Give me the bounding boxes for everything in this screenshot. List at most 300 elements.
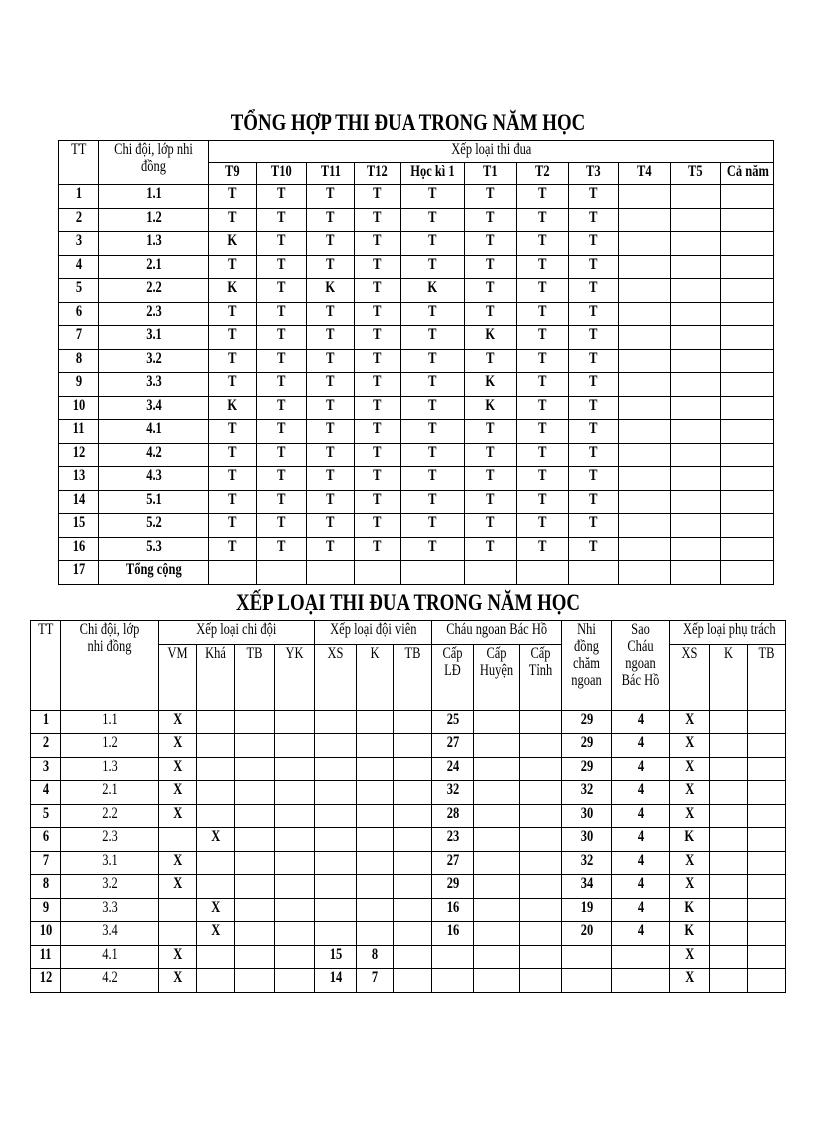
row-unit: 2.3 [61, 828, 159, 852]
value-cell [275, 710, 315, 734]
table-row [59, 490, 774, 514]
row-unit: 3.4 [61, 922, 159, 946]
grade-cell: T [307, 302, 355, 326]
grade-cell: T [355, 208, 401, 232]
row-unit: 5.1 [99, 490, 209, 514]
row-unit: 2.2 [99, 279, 209, 303]
grade-cell: T [257, 537, 307, 561]
value-cell: K [670, 922, 710, 946]
month-header: T9 [209, 163, 257, 185]
value-cell [197, 945, 235, 969]
value-cell: 30 [562, 828, 612, 852]
row-unit: 2.1 [61, 781, 159, 805]
grade-cell: T [209, 302, 257, 326]
grade-cell [569, 561, 619, 585]
value-cell: 27 [432, 734, 474, 758]
value-cell [275, 945, 315, 969]
grade-cell [721, 420, 774, 444]
value-cell [710, 945, 748, 969]
value-cell: 25 [432, 710, 474, 734]
value-cell: 15 [315, 945, 357, 969]
value-cell [394, 875, 432, 899]
grade-cell [517, 561, 569, 585]
value-cell: X [159, 945, 197, 969]
grade-cell: T [401, 255, 465, 279]
table1-title: TỔNG HỢP THI ĐUA TRONG NĂM HỌC [230, 110, 586, 135]
grade-cell: T [307, 514, 355, 538]
grade-cell: T [401, 420, 465, 444]
value-cell [612, 945, 670, 969]
grade-cell: T [569, 185, 619, 209]
value-cell [474, 922, 520, 946]
value-cell: 19 [562, 898, 612, 922]
sub-chau-header: Cấp LĐ [432, 644, 474, 710]
grade-cell: T [569, 514, 619, 538]
grade-cell: T [401, 185, 465, 209]
grade-cell: T [401, 537, 465, 561]
row-tt: 17 [59, 561, 99, 585]
row-tt: 11 [31, 945, 61, 969]
value-cell [710, 710, 748, 734]
grade-cell [619, 420, 671, 444]
row-tt: 1 [31, 710, 61, 734]
grade-cell [619, 326, 671, 350]
grade-cell [619, 373, 671, 397]
grade-cell: K [209, 396, 257, 420]
grade-cell: T [465, 255, 517, 279]
value-cell: X [670, 945, 710, 969]
value-cell [394, 710, 432, 734]
grade-cell [619, 255, 671, 279]
value-cell [235, 734, 275, 758]
value-cell [197, 875, 235, 899]
value-cell [520, 851, 562, 875]
value-cell [394, 757, 432, 781]
value-cell [197, 851, 235, 875]
ranking-table [30, 620, 786, 993]
grade-cell: T [257, 349, 307, 373]
grade-cell [671, 349, 721, 373]
row-tt: 3 [59, 232, 99, 256]
value-cell [520, 804, 562, 828]
row-unit: 4.1 [61, 945, 159, 969]
value-cell [159, 922, 197, 946]
grade-cell: T [401, 490, 465, 514]
col-tt-header: TT [59, 141, 99, 185]
value-cell: 16 [432, 898, 474, 922]
value-cell [748, 945, 786, 969]
value-cell [748, 875, 786, 899]
grade-cell: T [209, 443, 257, 467]
row-tt: 8 [31, 875, 61, 899]
grade-cell: T [209, 185, 257, 209]
value-cell [235, 781, 275, 805]
value-cell [357, 922, 394, 946]
row-unit: 4.1 [99, 420, 209, 444]
grade-cell: T [569, 326, 619, 350]
grade-cell: T [401, 467, 465, 491]
row-unit: Tổng cộng [99, 561, 209, 585]
grade-cell: T [355, 537, 401, 561]
row-tt: 14 [59, 490, 99, 514]
grade-cell: T [257, 490, 307, 514]
row-tt: 9 [31, 898, 61, 922]
grade-cell: T [401, 326, 465, 350]
value-cell: 4 [612, 781, 670, 805]
grade-cell: T [465, 514, 517, 538]
value-cell: X [159, 734, 197, 758]
grade-cell: T [307, 396, 355, 420]
value-cell [474, 781, 520, 805]
sub-chidoi-header: TB [235, 644, 275, 710]
value-cell [748, 757, 786, 781]
grade-cell: T [257, 326, 307, 350]
grade-cell [619, 514, 671, 538]
grade-cell [619, 232, 671, 256]
value-cell: 7 [357, 969, 394, 993]
value-cell [275, 804, 315, 828]
value-cell: 4 [612, 898, 670, 922]
grade-cell: T [465, 185, 517, 209]
value-cell [520, 781, 562, 805]
grade-cell: T [569, 373, 619, 397]
table-row [31, 804, 786, 828]
row-tt: 5 [59, 279, 99, 303]
value-cell [357, 875, 394, 899]
grade-cell: T [209, 373, 257, 397]
grade-cell [257, 561, 307, 585]
value-cell: 29 [562, 710, 612, 734]
table-row [59, 326, 774, 350]
grade-cell: T [517, 185, 569, 209]
value-cell [235, 757, 275, 781]
grade-cell: T [401, 396, 465, 420]
value-cell [394, 734, 432, 758]
row-unit: 4.3 [99, 467, 209, 491]
grade-cell [721, 467, 774, 491]
grade-cell: T [517, 208, 569, 232]
table-row [59, 443, 774, 467]
value-cell [394, 851, 432, 875]
value-cell [275, 922, 315, 946]
grade-cell: T [569, 255, 619, 279]
month-header: Cả năm [721, 163, 774, 185]
grade-cell: T [569, 279, 619, 303]
grade-cell: T [209, 326, 257, 350]
value-cell [474, 875, 520, 899]
value-cell [748, 710, 786, 734]
grade-cell: T [569, 232, 619, 256]
month-header: T3 [569, 163, 619, 185]
grade-cell: T [569, 537, 619, 561]
value-cell [520, 710, 562, 734]
value-cell: 24 [432, 757, 474, 781]
value-cell [474, 734, 520, 758]
value-cell [275, 851, 315, 875]
row-unit: 5.2 [99, 514, 209, 538]
grade-cell: T [401, 208, 465, 232]
table-row [59, 255, 774, 279]
row-unit: 3.1 [99, 326, 209, 350]
sub-phutrach-header: TB [748, 644, 786, 710]
grade-cell: T [517, 467, 569, 491]
value-cell [235, 804, 275, 828]
value-cell [748, 851, 786, 875]
grade-cell: K [307, 279, 355, 303]
table-row [31, 828, 786, 852]
grade-cell: T [465, 279, 517, 303]
row-tt: 3 [31, 757, 61, 781]
value-cell [474, 945, 520, 969]
grade-cell [619, 349, 671, 373]
value-cell: 30 [562, 804, 612, 828]
grade-cell [671, 467, 721, 491]
table-row [59, 561, 774, 585]
row-unit: 3.2 [61, 875, 159, 899]
value-cell: X [159, 804, 197, 828]
value-cell: 32 [562, 851, 612, 875]
value-cell [275, 734, 315, 758]
value-cell [474, 969, 520, 993]
grade-cell [721, 561, 774, 585]
grade-cell: T [401, 443, 465, 467]
grade-cell [721, 373, 774, 397]
value-cell: X [670, 710, 710, 734]
grade-cell [465, 561, 517, 585]
grade-cell: T [355, 373, 401, 397]
value-cell [474, 851, 520, 875]
grade-cell: T [569, 349, 619, 373]
col-sao-header: Sao Cháu ngoan Bác Hồ [612, 621, 670, 711]
value-cell [710, 734, 748, 758]
value-cell [748, 804, 786, 828]
value-cell [474, 757, 520, 781]
value-cell [275, 875, 315, 899]
value-cell [710, 804, 748, 828]
grade-cell: T [307, 326, 355, 350]
row-tt: 12 [31, 969, 61, 993]
grade-cell [721, 443, 774, 467]
value-cell [357, 851, 394, 875]
row-tt: 12 [59, 443, 99, 467]
row-tt: 2 [31, 734, 61, 758]
value-cell [710, 851, 748, 875]
table-row [59, 208, 774, 232]
month-header: T10 [257, 163, 307, 185]
grade-cell [721, 279, 774, 303]
row-tt: 10 [31, 922, 61, 946]
group-phutrach-header: Xếp loại phụ trách [670, 621, 786, 645]
grade-cell: T [209, 537, 257, 561]
sub-chidoi-header: YK [275, 644, 315, 710]
value-cell [474, 804, 520, 828]
value-cell [748, 922, 786, 946]
value-cell [748, 828, 786, 852]
row-unit: 4.2 [61, 969, 159, 993]
value-cell [235, 875, 275, 899]
value-cell [748, 898, 786, 922]
grade-cell [619, 302, 671, 326]
grade-cell [721, 537, 774, 561]
col-tt-header: TT [31, 621, 61, 711]
value-cell: X [159, 781, 197, 805]
grade-cell: T [307, 420, 355, 444]
value-cell [235, 922, 275, 946]
grade-cell [619, 537, 671, 561]
row-unit: 1.3 [99, 232, 209, 256]
value-cell [197, 804, 235, 828]
value-cell [315, 710, 357, 734]
group-doivien-header: Xếp loại đội viên [315, 621, 432, 645]
value-cell [275, 969, 315, 993]
value-cell [235, 945, 275, 969]
value-cell [197, 969, 235, 993]
grade-cell: T [517, 443, 569, 467]
row-tt: 16 [59, 537, 99, 561]
value-cell [197, 734, 235, 758]
grade-cell: T [209, 208, 257, 232]
sub-phutrach-header: XS [670, 644, 710, 710]
col-unit-header: Chi đội, lớp nhi đồng [61, 621, 159, 711]
grade-cell: T [401, 349, 465, 373]
grade-cell [671, 420, 721, 444]
row-unit: 1.3 [61, 757, 159, 781]
value-cell [315, 875, 357, 899]
grade-cell: T [569, 420, 619, 444]
grade-cell: T [307, 490, 355, 514]
grade-cell: T [355, 396, 401, 420]
grade-cell [671, 373, 721, 397]
value-cell [315, 851, 357, 875]
grade-cell: T [257, 208, 307, 232]
value-cell [394, 828, 432, 852]
grade-cell: T [307, 443, 355, 467]
grade-cell [671, 561, 721, 585]
value-cell [357, 804, 394, 828]
grade-cell: T [209, 490, 257, 514]
row-unit: 4.2 [99, 443, 209, 467]
grade-cell [721, 326, 774, 350]
grade-cell: T [517, 396, 569, 420]
grade-cell: T [257, 255, 307, 279]
value-cell [315, 804, 357, 828]
table2-title: XẾP LOẠI THI ĐUA TRONG NĂM HỌC [235, 590, 581, 615]
table-row [31, 922, 786, 946]
value-cell [235, 828, 275, 852]
row-tt: 9 [59, 373, 99, 397]
value-cell [710, 969, 748, 993]
group-header: Xếp loại thi đua [209, 141, 774, 163]
grade-cell: T [257, 373, 307, 397]
value-cell: 23 [432, 828, 474, 852]
grade-cell: T [517, 326, 569, 350]
value-cell [520, 945, 562, 969]
value-cell: X [670, 969, 710, 993]
value-cell: X [670, 781, 710, 805]
table-row [59, 467, 774, 491]
grade-cell [355, 561, 401, 585]
value-cell: X [159, 757, 197, 781]
table-row [31, 898, 786, 922]
grade-cell: T [569, 443, 619, 467]
grade-cell: T [257, 514, 307, 538]
value-cell: 4 [612, 851, 670, 875]
value-cell [474, 710, 520, 734]
month-header: T4 [619, 163, 671, 185]
value-cell: 27 [432, 851, 474, 875]
grade-cell: T [209, 349, 257, 373]
value-cell: X [197, 922, 235, 946]
row-tt: 6 [31, 828, 61, 852]
grade-cell [209, 561, 257, 585]
table-row [59, 279, 774, 303]
row-tt: 7 [31, 851, 61, 875]
value-cell: X [670, 804, 710, 828]
row-unit: 1.1 [61, 710, 159, 734]
value-cell: 29 [562, 757, 612, 781]
grade-cell: T [355, 232, 401, 256]
value-cell: X [670, 757, 710, 781]
value-cell [357, 828, 394, 852]
value-cell [394, 898, 432, 922]
grade-cell: T [209, 514, 257, 538]
table-row [31, 734, 786, 758]
grade-cell [307, 561, 355, 585]
grade-cell: T [517, 232, 569, 256]
value-cell [474, 898, 520, 922]
grade-cell: T [465, 420, 517, 444]
grade-cell [401, 561, 465, 585]
row-tt: 4 [59, 255, 99, 279]
grade-cell: T [517, 255, 569, 279]
month-header: T11 [307, 163, 355, 185]
group-chidoi-header: Xếp loại chi đội [159, 621, 315, 645]
value-cell [235, 969, 275, 993]
sub-chau-header: Cấp Tỉnh [520, 644, 562, 710]
row-tt: 5 [31, 804, 61, 828]
value-cell [710, 922, 748, 946]
grade-cell: K [465, 326, 517, 350]
value-cell: 4 [612, 875, 670, 899]
grade-cell [721, 514, 774, 538]
value-cell [357, 898, 394, 922]
grade-cell [619, 185, 671, 209]
grade-cell: T [355, 302, 401, 326]
value-cell: X [159, 710, 197, 734]
grade-cell [671, 396, 721, 420]
table-row [59, 373, 774, 397]
value-cell [748, 781, 786, 805]
grade-cell: T [257, 232, 307, 256]
grade-cell [671, 537, 721, 561]
row-unit: 3.4 [99, 396, 209, 420]
value-cell [357, 710, 394, 734]
grade-cell [721, 396, 774, 420]
sub-chidoi-header: Khá [197, 644, 235, 710]
grade-cell: T [465, 537, 517, 561]
value-cell: X [197, 898, 235, 922]
month-header: Học kì 1 [401, 163, 465, 185]
table-row [31, 969, 786, 993]
grade-cell: T [209, 467, 257, 491]
value-cell [520, 757, 562, 781]
grade-cell [721, 349, 774, 373]
table-row [59, 514, 774, 538]
table-row [59, 396, 774, 420]
grade-cell: T [257, 185, 307, 209]
grade-cell: T [569, 467, 619, 491]
grade-cell [671, 255, 721, 279]
